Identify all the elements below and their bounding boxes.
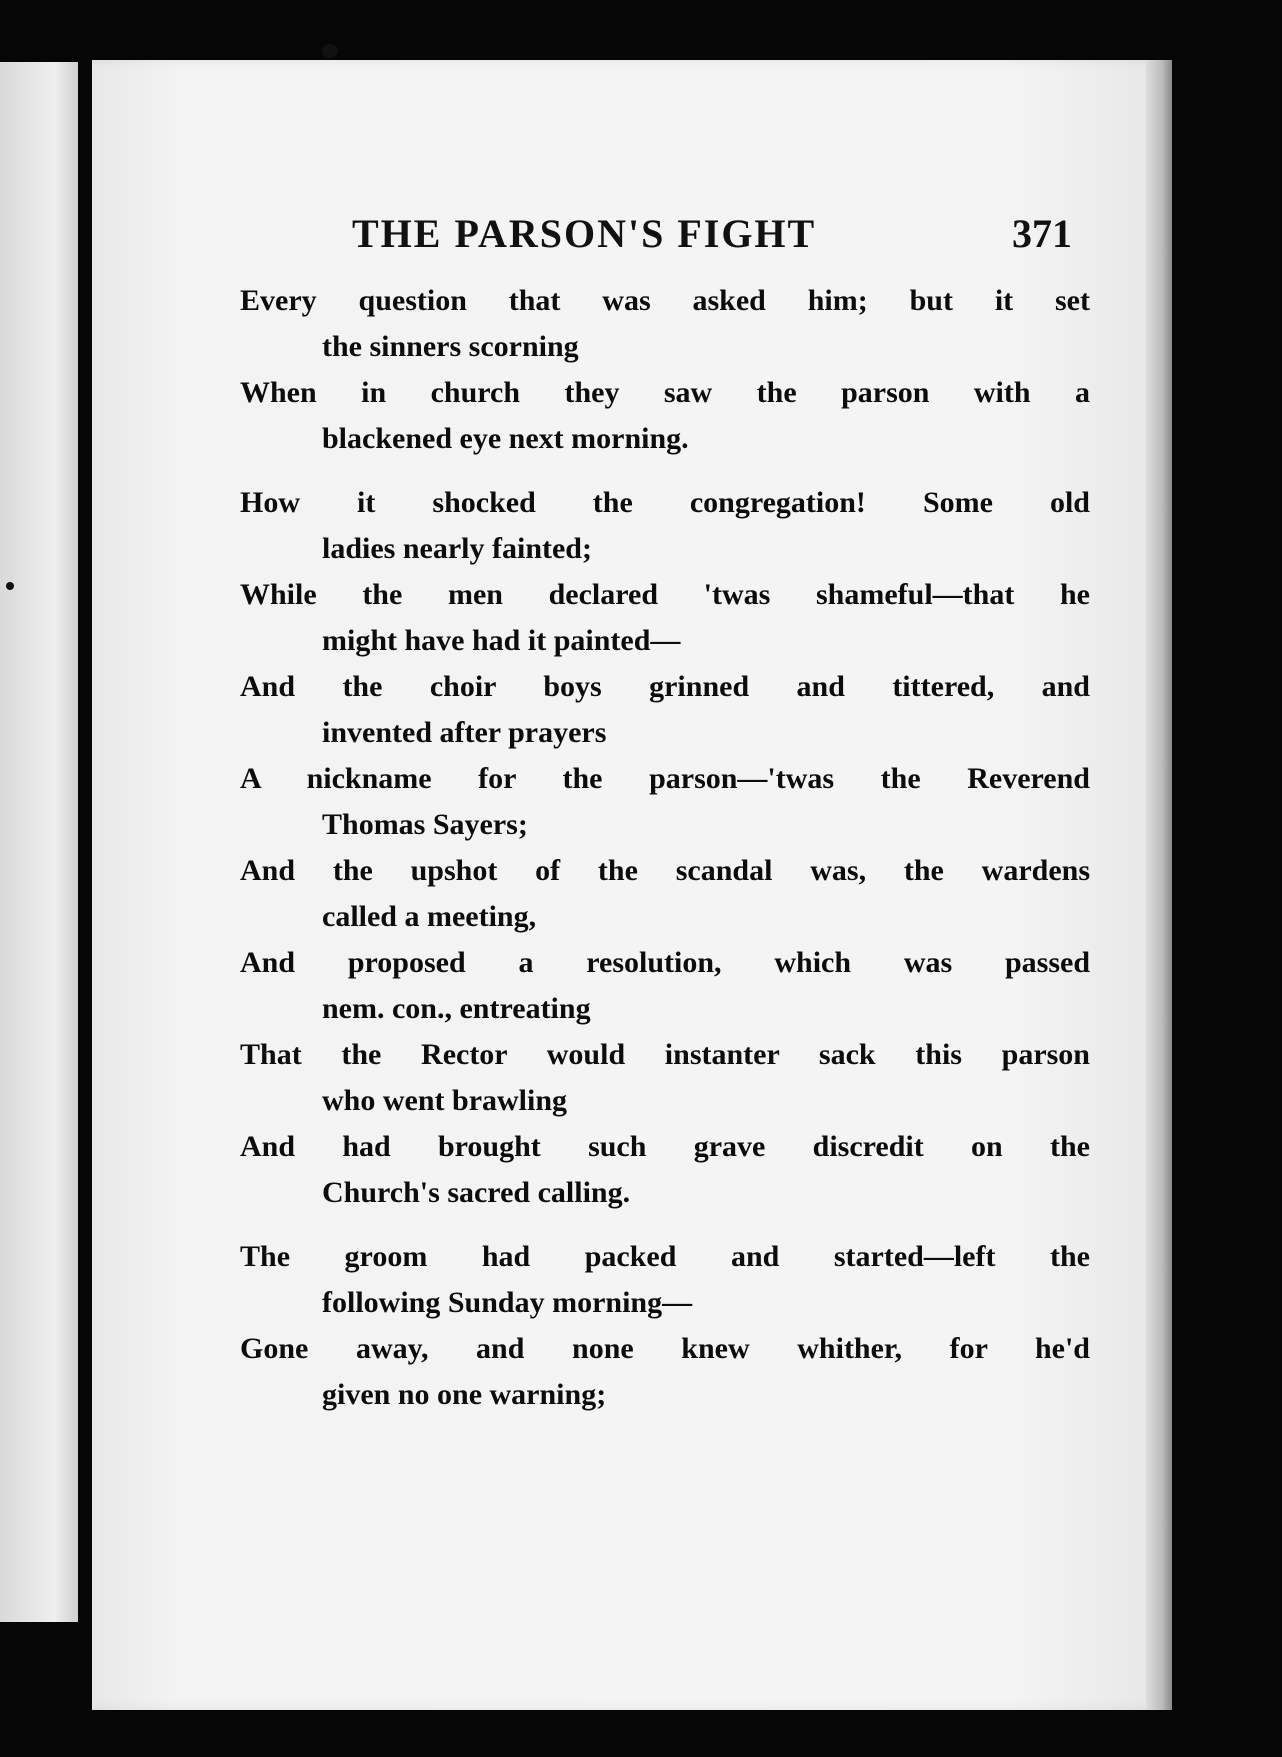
verse-line-first: And the choir boys grinned and tittered, and xyxy=(240,670,1090,703)
verse-line xyxy=(240,572,1090,664)
stanza xyxy=(240,480,1090,1216)
verse-line-first: A nickname for the parson—'twas the Reverend xyxy=(240,762,1090,795)
facing-page-edge xyxy=(0,62,78,1622)
verse-line xyxy=(240,664,1090,756)
verse-line-continuation: Church's sacred calling. xyxy=(322,1176,631,1209)
running-title: THE PARSON'S FIGHT xyxy=(352,211,817,256)
verse-line-continuation: Thomas Sayers; xyxy=(322,808,528,841)
page-number: 371 xyxy=(1012,211,1072,256)
verse-line xyxy=(240,940,1090,1032)
verse-line xyxy=(240,848,1090,940)
verse-line-continuation: called a meeting, xyxy=(322,900,537,933)
verse-line-first: While the men declared 'twas shameful—that he xyxy=(240,578,1090,611)
poem-text xyxy=(240,278,1090,1436)
verse-line-first: When in church they saw the parson with a xyxy=(240,376,1090,409)
page-gutter-shadow xyxy=(1146,60,1172,1710)
verse-line xyxy=(240,1032,1090,1124)
stanza xyxy=(240,1234,1090,1418)
running-header xyxy=(352,210,1092,280)
verse-line-continuation: blackened eye next morning. xyxy=(322,422,689,455)
ink-blot xyxy=(322,44,338,58)
verse-line-first: And the upshot of the scandal was, the wardens xyxy=(240,854,1090,887)
verse-line xyxy=(240,756,1090,848)
verse-line-first: And had brought such grave discredit on the xyxy=(240,1130,1090,1163)
verse-line-continuation: ladies nearly fainted; xyxy=(322,532,592,565)
verse-line-first: Every question that was asked him; but it set xyxy=(240,284,1090,317)
stanza xyxy=(240,278,1090,462)
verse-line-first: And proposed a resolution, which was passed xyxy=(240,946,1090,979)
verse-line-continuation: invented after prayers xyxy=(322,716,607,749)
verse-line-first: The groom had packed and started—left the xyxy=(240,1240,1090,1273)
verse-line-first: How it shocked the congregation! Some old xyxy=(240,486,1090,519)
verse-line xyxy=(240,1234,1090,1326)
book-page xyxy=(92,60,1172,1710)
verse-line-continuation: nem. con., entreating xyxy=(322,992,591,1025)
verse-line-continuation: the sinners scorning xyxy=(322,330,579,363)
verse-line-continuation: who went brawling xyxy=(322,1084,568,1117)
verse-line-first: Gone away, and none knew whither, for he'd xyxy=(240,1332,1090,1365)
verse-line xyxy=(240,1326,1090,1418)
verse-line xyxy=(240,278,1090,370)
verse-line xyxy=(240,370,1090,462)
verse-line xyxy=(240,480,1090,572)
ink-spot xyxy=(6,582,14,590)
verse-line xyxy=(240,1124,1090,1216)
verse-line-continuation: might have had it painted— xyxy=(322,624,681,657)
verse-line-first: That the Rector would instanter sack this parson xyxy=(240,1038,1090,1071)
verse-line-continuation: following Sunday morning— xyxy=(322,1286,693,1319)
verse-line-continuation: given no one warning; xyxy=(322,1378,607,1411)
